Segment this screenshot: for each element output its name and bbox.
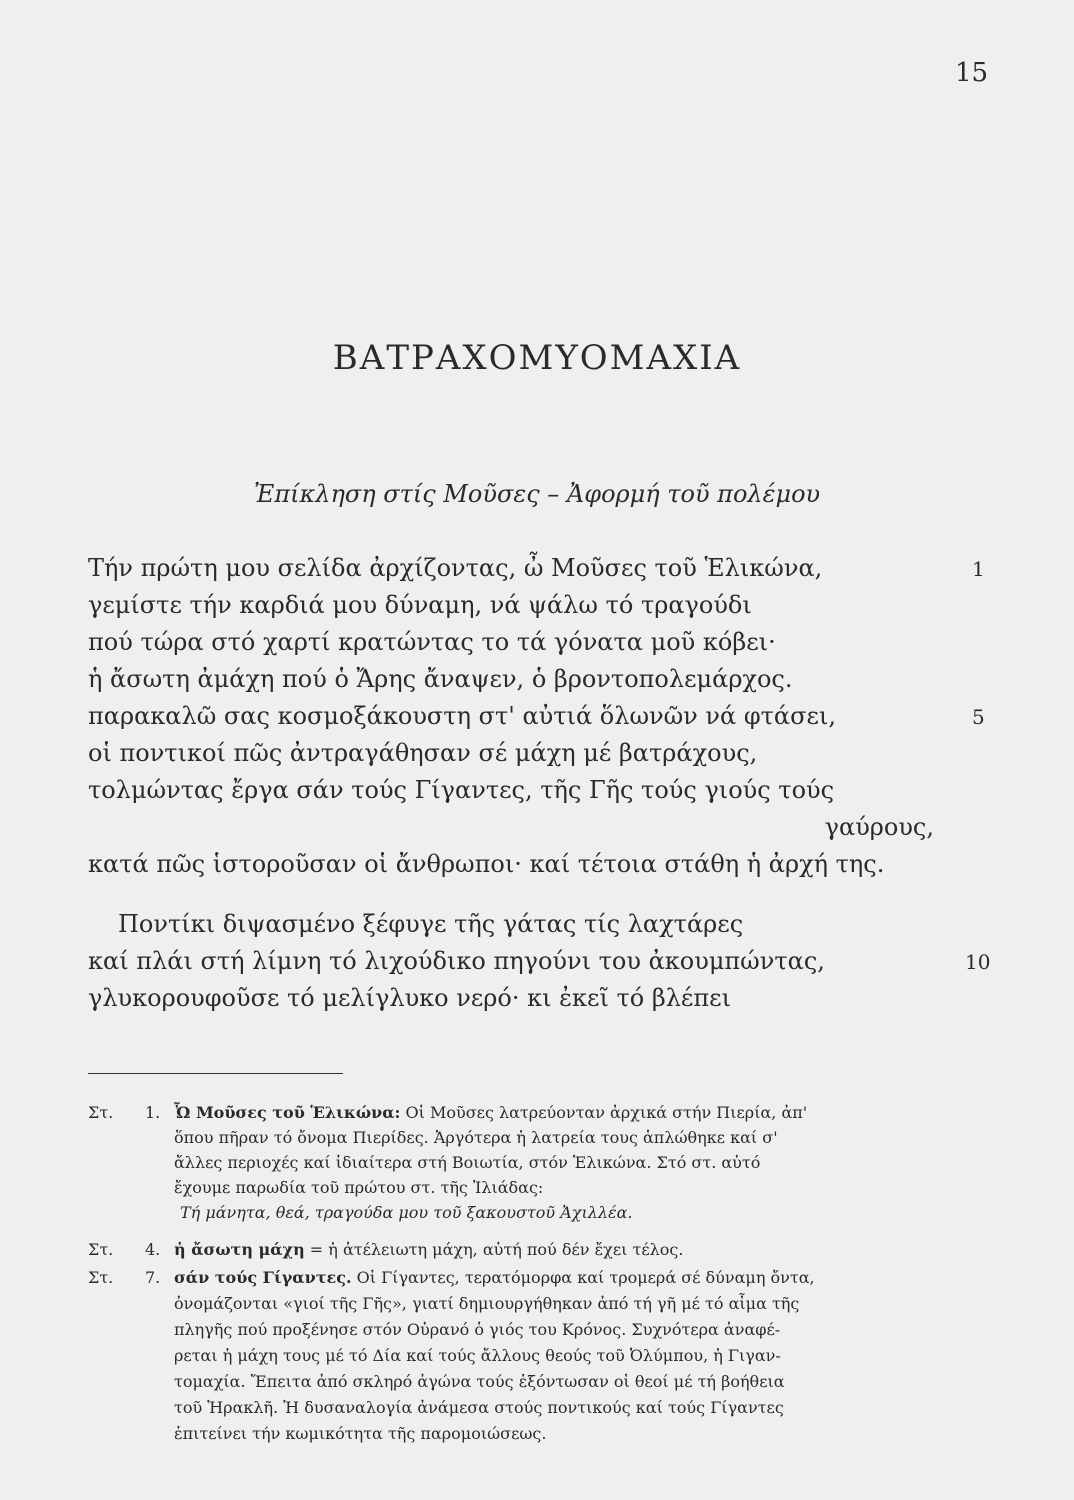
- footnote-number: 7.: [145, 1268, 161, 1287]
- footnote-line: πληγῆς πού προξένησε στόν Οὐρανό ὁ γιός του Κρόνος. Συχνότερα ἀναφέ-: [174, 1320, 781, 1339]
- footnote-line: τοῦ Ἡρακλῆ. Ἡ δυσαναλογία ἀνάμεσα στούς ποντικούς καί τούς Γίγαντες: [174, 1398, 784, 1417]
- verse-line: καί πλάι στή λίμνη τό λιχούδικο πηγούνι του ἀκουμπώντας,: [88, 947, 825, 975]
- footnote-number: 1.: [145, 1103, 161, 1122]
- verse-line: πού τώρα στό χαρτί κρατώντας το τά γόνατα μοῦ κόβει·: [88, 628, 776, 656]
- footnote-quotation: Τή μάνητα, θεά, τραγούδα μου τοῦ ξακουστοῦ Ἀχιλλέα.: [180, 1203, 633, 1222]
- footnote-headword: σάν τούς Γίγαντες.: [174, 1268, 352, 1287]
- verse-line-continuation: γαύρους,: [824, 813, 934, 841]
- footnote-text: Οἱ Μοῦσες λατρεύονταν ἀρχικά στήν Πιερία, ἀπ': [400, 1103, 808, 1122]
- footnote-line: ὅπου πῆραν τό ὄνομα Πιερίδες. Ἀργότερα ἡ λατρεία τους ἁπλώθηκε καί σ': [174, 1128, 778, 1147]
- verse-line: γλυκορουφοῦσε τό μελίγλυκο νερό· κι ἐκεῖ τό βλέπει: [88, 984, 731, 1012]
- footnote-text: Οἱ Γίγαντες, τερατόμορφα καί τρομερά σέ δύναμη ὄντα,: [351, 1268, 815, 1287]
- footnote-divider: [88, 1073, 343, 1074]
- verse-line: ἡ ἄσωτη ἀμάχη πού ὁ Ἄρης ἄναψεν, ὁ βροντοπολεμάρχος.: [88, 665, 793, 693]
- footnote-line: ρεται ἡ μάχη τους μέ τό Δία καί τούς ἄλλους θεούς τοῦ Ὀλύμπου, ἡ Γιγαν-: [174, 1346, 781, 1365]
- footnote-verse-label: Στ.: [88, 1268, 114, 1287]
- verse-line: τολμώντας ἔργα σάν τούς Γίγαντες, τῆς Γῆς τούς γιούς τούς: [88, 776, 835, 804]
- page-number: 15: [955, 58, 989, 88]
- verse-line: Τήν πρώτη μου σελίδα ἀρχίζοντας, ὦ Μοῦσες τοῦ Ἑλικώνα,: [88, 554, 823, 582]
- footnote-line: [174, 1238, 683, 1262]
- footnote-verse-label: Στ.: [88, 1103, 114, 1122]
- verse-line: παρακαλῶ σας κοσμοξάκουστη στ' αὐτιά ὅλωνῶν νά φτάσει,: [88, 702, 836, 730]
- footnote-headword: Ὦ Μοῦσες τοῦ Ἑλικώνα:: [174, 1103, 401, 1122]
- footnote-number: 4.: [145, 1240, 161, 1259]
- verse-line: κατά πῶς ἱστοροῦσαν οἱ ἄνθρωποι· καί τέτοια στάθη ἡ ἀρχή της.: [88, 850, 885, 878]
- footnote-headword: ἡ ἄσωτη μάχη: [174, 1240, 305, 1259]
- verse-line: Ποντίκι διψασμένο ξέφυγε τῆς γάτας τίς λαχτάρες: [118, 910, 744, 938]
- footnote-line: ὀνομάζονται «γιοί τῆς Γῆς», γιατί δημιουργήθηκαν ἀπό τή γῆ μέ τό αἷμα τῆς: [174, 1294, 800, 1313]
- footnote-line: τομαχία. Ἔπειτα ἀπό σκληρό ἀγώνα τούς ἐξόντωσαν οἱ θεοί μέ τή βοήθεια: [174, 1372, 785, 1391]
- footnote-line: [174, 1101, 807, 1125]
- verse-line: οἱ ποντικοί πῶς ἀντραγάθησαν σέ μάχη μέ βατράχους,: [88, 739, 758, 767]
- verse-line: γεμίστε τήν καρδιά μου δύναμη, νά ψάλω τό τραγούδι: [88, 591, 752, 619]
- footnote-line: ἄλλες περιοχές καί ἰδιαίτερα στή Βοιωτία, στόν Ἑλικώνα. Στό στ. αὐτό: [174, 1153, 761, 1172]
- footnote-line: [174, 1266, 815, 1290]
- footnote-verse-label: Στ.: [88, 1240, 114, 1259]
- footnote-line: ἔχουμε παρωδία τοῦ πρώτου στ. τῆς Ἰλιάδας:: [174, 1178, 544, 1197]
- line-number: 5: [972, 705, 985, 729]
- poem-title: ΒΑΤΡΑΧΟΜΥΟΜΑΧΙΑ: [332, 338, 742, 378]
- line-number: 1: [972, 557, 985, 581]
- section-subtitle: Ἐπίκληση στίς Μοῦσες – Ἀφορμή τοῦ πολέμου: [253, 480, 821, 508]
- footnote-text: = ἡ ἀτέλειωτη μάχη, αὐτή πού δέν ἔχει τέλος.: [304, 1240, 684, 1259]
- footnote-line: ἐπιτείνει τήν κωμικότητα τῆς παρομοιώσεως.: [174, 1424, 547, 1443]
- line-number: 10: [965, 950, 991, 974]
